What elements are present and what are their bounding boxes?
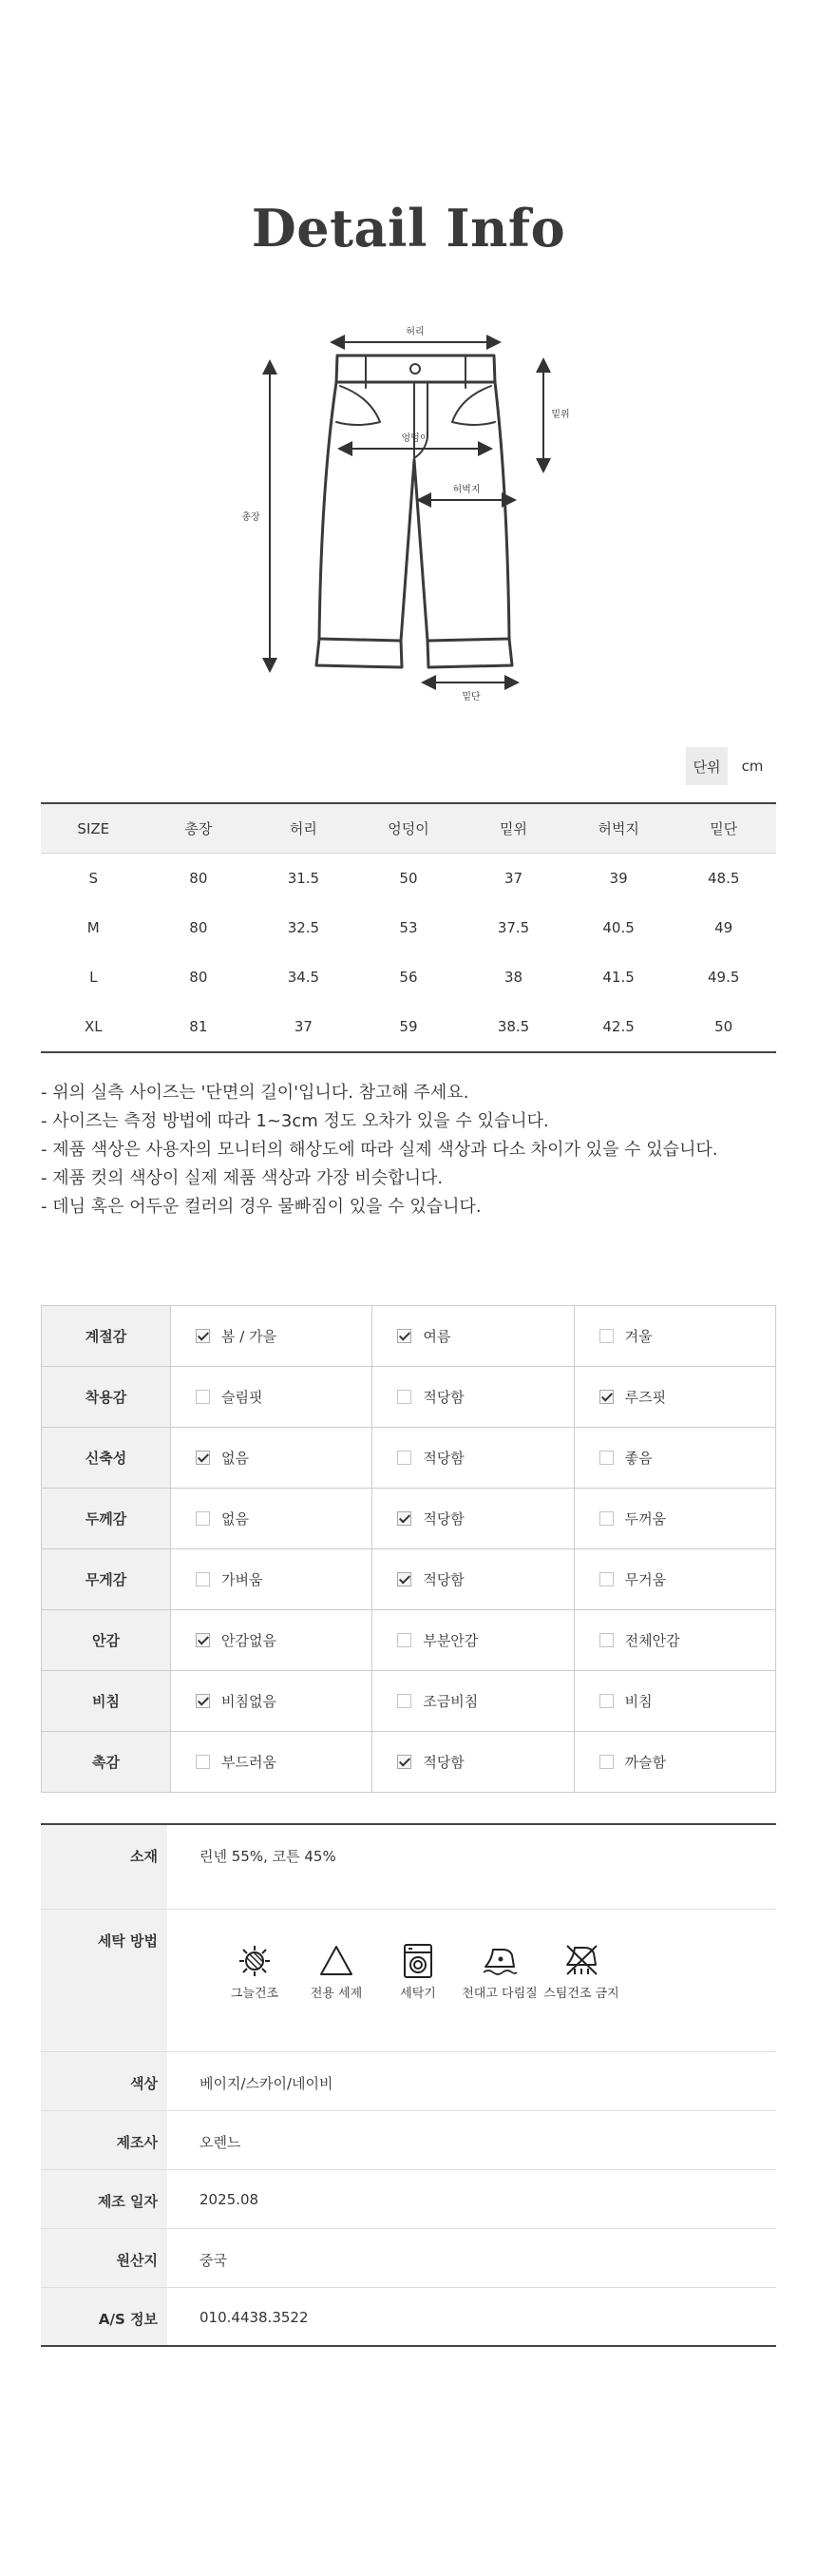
checkbox-checked-icon (599, 1390, 614, 1404)
info-value: 010.4438.3522 (200, 2308, 309, 2326)
unit-indicator (686, 747, 777, 785)
shorts-illustration (228, 316, 589, 715)
size-cell: 81 (189, 1018, 208, 1035)
shade-dry-icon (235, 1942, 275, 1980)
checkbox-unchecked-icon (599, 1694, 614, 1708)
wash-item (462, 1942, 538, 2002)
size-table-header: 밑위 (461, 803, 566, 854)
feature-option-label: 적당함 (423, 1450, 465, 1467)
size-cell: 42.5 (602, 1018, 635, 1035)
waist-label: 허리 (406, 327, 425, 337)
feature-table (41, 1305, 776, 1793)
info-row-washing (41, 1909, 776, 2051)
size-table-header: 허리 (251, 803, 356, 854)
size-table-row (41, 952, 776, 1002)
wash-label: 전용 세제 (310, 1986, 363, 2001)
info-key: A/S 정보 (41, 2287, 167, 2346)
checkbox-unchecked-icon (196, 1511, 210, 1526)
info-value: 2025.08 (167, 2169, 776, 2228)
feature-option (171, 1428, 372, 1489)
size-table-header: SIZE (41, 803, 146, 854)
size-cell: 53 (399, 919, 418, 936)
size-table-row (41, 903, 776, 952)
feature-option-label: 여름 (423, 1328, 451, 1345)
feature-option-label: 적당함 (423, 1510, 465, 1528)
feature-label: 무게감 (42, 1549, 171, 1610)
size-table-row (41, 854, 776, 904)
info-value: 중국 (167, 2228, 776, 2287)
size-cell: 34.5 (287, 969, 320, 986)
feature-option (171, 1367, 372, 1428)
no-steam-dry-icon (561, 1942, 601, 1980)
size-cell: 48.5 (671, 854, 776, 904)
size-cell: 38 (504, 969, 523, 986)
info-key: 원산지 (41, 2228, 167, 2287)
feature-option (171, 1610, 372, 1671)
info-row-origin (41, 2228, 776, 2287)
feature-option-label: 슬림핏 (221, 1389, 263, 1406)
feature-row (42, 1428, 776, 1489)
feature-option-label: 적당함 (423, 1754, 465, 1771)
product-info-table (41, 1823, 776, 2347)
note-line: - 제품 컷의 색상이 실제 제품 색상과 가장 비슷합니다. (41, 1168, 444, 1188)
size-cell: 50 (356, 854, 462, 904)
checkbox-unchecked-icon (599, 1633, 614, 1647)
wash-label: 스팀건조 금지 (543, 1986, 619, 2001)
feature-option (171, 1732, 372, 1793)
special-detergent-icon (316, 1942, 356, 1980)
feature-option (574, 1671, 775, 1732)
feature-option (574, 1306, 775, 1367)
feature-option-label: 없음 (221, 1510, 249, 1528)
size-cell: 56 (399, 969, 418, 986)
size-cell: 38.5 (497, 1018, 530, 1035)
info-key: 소재 (41, 1824, 167, 1909)
wash-label: 세탁기 (400, 1986, 436, 2001)
wash-label: 그늘건조 (230, 1986, 279, 2001)
size-table (41, 802, 776, 1053)
size-cell: 32.5 (287, 919, 320, 936)
feature-row (42, 1610, 776, 1671)
feature-option-label: 겨울 (624, 1328, 653, 1345)
length-label: 총장 (241, 512, 260, 523)
feature-option (372, 1549, 574, 1610)
info-value: 린넨 55%, 코튼 45% (167, 1824, 776, 1909)
feature-row (42, 1367, 776, 1428)
feature-option (574, 1489, 775, 1549)
thigh-label: 허벅지 (452, 485, 481, 495)
wash-item (298, 1942, 374, 2002)
info-value: 오렌느 (167, 2110, 776, 2169)
size-table-header-row (41, 803, 776, 854)
size-cell: 41.5 (602, 969, 635, 986)
feature-option (171, 1549, 372, 1610)
note-line: - 제품 색상은 사용자의 모니터의 해상도에 따라 실제 색상과 다소 차이가 있을 수 있습니다. (41, 1140, 718, 1160)
washing-icons-cell (167, 1909, 776, 2051)
feature-row (42, 1549, 776, 1610)
size-cell: XL (84, 1018, 103, 1035)
info-row-color (41, 2051, 776, 2110)
size-cell: 80 (189, 969, 208, 986)
wash-label: 천대고 다림질 (462, 1986, 538, 2001)
feature-option-label: 부분안감 (423, 1632, 479, 1649)
feature-label: 계절감 (42, 1306, 171, 1367)
feature-option (574, 1549, 775, 1610)
feature-label: 착용감 (42, 1367, 171, 1428)
checkbox-unchecked-icon (397, 1390, 411, 1404)
feature-option-label: 조금비침 (423, 1693, 479, 1710)
checkbox-unchecked-icon (599, 1755, 614, 1769)
checkbox-checked-icon (196, 1694, 210, 1708)
size-cell: 37.5 (497, 919, 530, 936)
feature-label: 비침 (42, 1671, 171, 1732)
feature-row (42, 1489, 776, 1549)
checkbox-unchecked-icon (599, 1572, 614, 1586)
info-row-maker (41, 2110, 776, 2169)
size-notes (41, 1079, 782, 1221)
feature-option (372, 1367, 574, 1428)
size-cell: 59 (399, 1018, 418, 1035)
checkbox-checked-icon (397, 1329, 411, 1343)
checkbox-checked-icon (196, 1451, 210, 1465)
feature-option (372, 1306, 574, 1367)
wash-item (543, 1942, 619, 2002)
size-table-header: 엉덩이 (356, 803, 462, 854)
info-key: 색상 (41, 2051, 167, 2110)
feature-option (574, 1428, 775, 1489)
size-cell: 40.5 (602, 919, 635, 936)
feature-option (372, 1671, 574, 1732)
feature-label: 두께감 (42, 1489, 171, 1549)
size-cell: L (89, 969, 98, 986)
size-cell: 49.5 (707, 969, 740, 986)
feature-option (574, 1367, 775, 1428)
feature-option-label: 무거움 (624, 1571, 667, 1588)
feature-row (42, 1306, 776, 1367)
feature-option (372, 1489, 574, 1549)
feature-option-label: 두꺼움 (624, 1510, 667, 1528)
page-title: Detail Info (251, 198, 566, 259)
feature-option-label: 비침 (624, 1693, 653, 1710)
feature-option-label: 좋음 (624, 1450, 653, 1467)
size-cell: 80 (146, 854, 252, 904)
feature-row (42, 1671, 776, 1732)
size-cell: 31.5 (251, 854, 356, 904)
unit-label: 단위 (686, 747, 728, 785)
feature-option-label: 안감없음 (221, 1632, 276, 1649)
checkbox-unchecked-icon (196, 1572, 210, 1586)
info-row-as (41, 2287, 776, 2346)
info-row-date (41, 2169, 776, 2228)
info-key: 제조사 (41, 2110, 167, 2169)
size-table-header: 밑단 (671, 803, 776, 854)
checkbox-checked-icon (196, 1329, 210, 1343)
feature-label: 신축성 (42, 1428, 171, 1489)
feature-option-label: 적당함 (423, 1389, 465, 1406)
size-cell: 39 (566, 854, 672, 904)
checkbox-checked-icon (196, 1633, 210, 1647)
washing-machine-icon (398, 1942, 438, 1980)
feature-option (574, 1732, 775, 1793)
wash-item (380, 1942, 456, 2002)
checkbox-unchecked-icon (599, 1451, 614, 1465)
wash-item (217, 1942, 293, 2002)
checkbox-unchecked-icon (599, 1329, 614, 1343)
note-line: - 데님 혹은 어두운 컬러의 경우 물빠짐이 있을 수 있습니다. (41, 1197, 482, 1217)
feature-option-label: 부드러움 (221, 1754, 276, 1771)
info-value: 베이지/스카이/네이비 (167, 2051, 776, 2110)
info-key: 제조 일자 (41, 2169, 167, 2228)
rise-label: 밑위 (551, 410, 570, 420)
shorts-measurement-diagram (228, 316, 589, 715)
feature-option-label: 전체안감 (624, 1632, 680, 1649)
size-table-header: 총장 (146, 803, 252, 854)
checkbox-unchecked-icon (599, 1511, 614, 1526)
feature-option (574, 1610, 775, 1671)
feature-option-label: 가벼움 (221, 1571, 263, 1588)
feature-option-label: 없음 (221, 1450, 249, 1467)
feature-option (171, 1671, 372, 1732)
checkbox-unchecked-icon (397, 1694, 411, 1708)
feature-option-label: 비침없음 (221, 1693, 276, 1710)
feature-option (171, 1489, 372, 1549)
size-cell: 37 (461, 854, 566, 904)
feature-option-label: 봄 / 가을 (221, 1328, 277, 1345)
feature-option (372, 1610, 574, 1671)
feature-label: 촉감 (42, 1732, 171, 1793)
feature-option (372, 1732, 574, 1793)
info-key: 세탁 방법 (41, 1909, 167, 2051)
feature-row (42, 1732, 776, 1793)
feature-option-label: 까슬함 (624, 1754, 667, 1771)
checkbox-checked-icon (397, 1511, 411, 1526)
feature-option-label: 적당함 (423, 1571, 465, 1588)
size-cell: S (41, 854, 146, 904)
feature-option (372, 1428, 574, 1489)
feature-option-label: 루즈핏 (624, 1389, 667, 1406)
size-cell: M (86, 919, 100, 936)
checkbox-unchecked-icon (196, 1390, 210, 1404)
hem-label: 밑단 (462, 692, 481, 702)
note-line: - 위의 실측 사이즈는 '단면의 길이'입니다. 참고해 주세요. (41, 1083, 469, 1103)
size-cell: 50 (714, 1018, 733, 1035)
info-row-material (41, 1824, 776, 1909)
size-cell: 49 (714, 919, 733, 936)
checkbox-unchecked-icon (397, 1633, 411, 1647)
checkbox-checked-icon (397, 1755, 411, 1769)
size-table-row (41, 1002, 776, 1052)
checkbox-checked-icon (397, 1572, 411, 1586)
note-line: - 사이즈는 측정 방법에 따라 1~3cm 정도 오차가 있을 수 있습니다. (41, 1111, 549, 1131)
size-cell: 37 (294, 1018, 313, 1035)
iron-with-cloth-icon (480, 1942, 520, 1980)
size-cell: 80 (189, 919, 208, 936)
checkbox-unchecked-icon (397, 1451, 411, 1465)
feature-label: 안감 (42, 1610, 171, 1671)
checkbox-unchecked-icon (196, 1755, 210, 1769)
hip-label: 엉덩이 (401, 433, 429, 444)
unit-value: cm (741, 758, 764, 775)
feature-option (171, 1306, 372, 1367)
size-table-header: 허벅지 (566, 803, 672, 854)
